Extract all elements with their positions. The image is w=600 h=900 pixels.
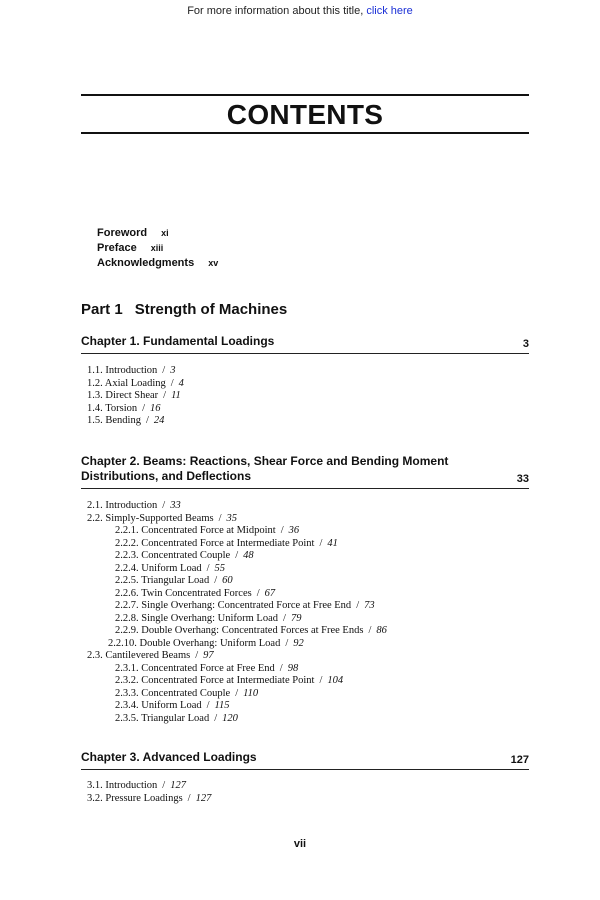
- toc-entry[interactable]: 2.2.4. Uniform Load / 55: [115, 562, 226, 574]
- toc-entry[interactable]: 2.3.4. Uniform Load / 115: [115, 700, 230, 711]
- section-page: 35: [226, 512, 238, 524]
- chapter-page: 33: [516, 473, 529, 485]
- section-page: 110: [243, 687, 259, 699]
- section-title: Concentrated Force at Midpoint: [141, 525, 276, 536]
- part-heading: [81, 301, 287, 318]
- section-title: Concentrated Force at Free End: [141, 662, 275, 674]
- section-page: 115: [214, 700, 230, 711]
- front-matter-label: Preface: [97, 242, 137, 254]
- section-page: 60: [222, 575, 233, 586]
- front-matter-page: xv: [208, 258, 219, 268]
- chapter-1-sections: [87, 365, 184, 428]
- section-page: 48: [243, 550, 254, 561]
- front-matter-page: xiii: [150, 243, 164, 253]
- section-title: Direct Shear: [105, 390, 159, 401]
- section-number: 1.1.: [87, 365, 103, 376]
- section-title: Concentrated Force at Intermediate Point: [141, 537, 315, 549]
- section-number: 2.2.3.: [115, 550, 139, 561]
- front-matter-label: Acknowledgments: [97, 257, 195, 269]
- section-title: Uniform Load: [141, 700, 202, 711]
- front-matter-item[interactable]: [97, 256, 218, 271]
- toc-entry[interactable]: 2.2.3. Concentrated Couple / 48: [115, 550, 254, 561]
- toc-entry[interactable]: 2.2. Simply-Supported Beams / 35: [87, 512, 238, 524]
- section-title: Axial Loading: [104, 377, 166, 389]
- section-number: 1.2.: [87, 377, 103, 389]
- toc-entry[interactable]: 2.2.9. Double Overhang: Concentrated Forces at Free Ends / 86: [115, 625, 387, 636]
- section-number: 2.3.: [87, 650, 103, 661]
- header-info: [0, 5, 600, 17]
- header-info-text: For more information about this title,: [187, 5, 364, 17]
- toc-entry[interactable]: 2.2.6. Twin Concentrated Forces / 67: [115, 587, 276, 599]
- section-title: Introduction: [105, 780, 158, 791]
- toc-entry[interactable]: 2.2.7. Single Overhang: Concentrated Force at Free End / 73: [115, 600, 375, 611]
- section-number: 1.3.: [87, 390, 103, 401]
- section-page: 86: [376, 625, 387, 636]
- toc-entry[interactable]: 2.2.8. Single Overhang: Uniform Load / 79: [115, 612, 302, 624]
- toc-entry[interactable]: 2.3.2. Concentrated Force at Intermediate Point / 104: [115, 675, 344, 686]
- toc-entry[interactable]: 2.3.3. Concentrated Couple / 110: [115, 687, 259, 699]
- chapter-title-line-2: Distributions, and Deflections: [81, 469, 252, 483]
- chapter-title-line-1: Chapter 2. Beams: Reactions, Shear Force and Bending Moment: [81, 454, 449, 468]
- section-page: 24: [153, 415, 165, 426]
- section-number: 2.2.5.: [115, 575, 139, 586]
- section-number: 2.2.10.: [108, 637, 137, 649]
- front-matter-item[interactable]: [97, 226, 218, 241]
- section-page: 41: [327, 537, 338, 549]
- section-page: 11: [171, 390, 181, 401]
- chapter-title: Chapter 1. Fundamental Loadings: [81, 334, 275, 348]
- section-number: 1.5.: [87, 415, 103, 426]
- chapter-heading[interactable]: [81, 334, 529, 354]
- section-number: 2.2.7.: [115, 600, 139, 611]
- section-page: 127: [170, 780, 186, 791]
- section-title: Triangular Load: [141, 575, 210, 586]
- section-page: 67: [264, 587, 276, 599]
- section-number: 2.2.8.: [115, 612, 139, 624]
- section-page: 4: [178, 377, 184, 389]
- toc-entry[interactable]: 1.4. Torsion / 16: [87, 402, 161, 414]
- section-title: Torsion: [105, 402, 138, 414]
- section-page: 97: [203, 650, 214, 661]
- part-number: Part 1: [81, 301, 123, 318]
- section-title: Pressure Loadings: [105, 792, 183, 804]
- section-title: Double Overhang: Uniform Load: [139, 637, 281, 649]
- toc-entry[interactable]: 2.3.5. Triangular Load / 120: [115, 712, 238, 724]
- section-title: Single Overhang: Concentrated Force at Free End: [141, 600, 352, 611]
- section-number: 2.2.9.: [115, 625, 139, 636]
- chapter-heading[interactable]: [81, 454, 529, 489]
- section-title: Single Overhang: Uniform Load: [141, 612, 279, 624]
- front-matter-label: Foreword: [97, 227, 148, 239]
- toc-entry[interactable]: 2.3. Cantilevered Beams / 97: [87, 650, 214, 661]
- page-number: vii: [293, 838, 307, 850]
- toc-entry[interactable]: 2.3.1. Concentrated Force at Free End / 98: [115, 662, 299, 674]
- section-title: Cantilevered Beams: [105, 650, 191, 661]
- chapter-2-sections: [87, 500, 387, 725]
- section-number: 3.2.: [87, 792, 103, 804]
- click-here-link[interactable]: click here: [366, 5, 413, 17]
- section-number: 2.3.2.: [115, 675, 139, 686]
- page-title: CONTENTS: [81, 94, 529, 134]
- section-number: 2.3.5.: [115, 712, 139, 724]
- toc-entry[interactable]: 2.2.5. Triangular Load / 60: [115, 575, 233, 586]
- section-page: 120: [222, 712, 238, 724]
- section-title: Uniform Load: [141, 562, 202, 574]
- section-page: 3: [170, 365, 176, 376]
- toc-entry[interactable]: 3.1. Introduction / 127: [87, 780, 186, 791]
- section-number: 2.2.2.: [115, 537, 139, 549]
- toc-entry[interactable]: 1.5. Bending / 24: [87, 415, 165, 426]
- section-page: 33: [170, 500, 181, 511]
- toc-entry[interactable]: 1.2. Axial Loading / 4: [87, 377, 184, 389]
- section-number: 2.1.: [87, 500, 103, 511]
- section-title: Concentrated Force at Intermediate Point: [141, 675, 315, 686]
- front-matter-item[interactable]: [97, 241, 218, 256]
- section-page: 127: [195, 792, 212, 804]
- section-number: 2.2.1.: [115, 525, 139, 536]
- toc-entry[interactable]: 3.2. Pressure Loadings / 127: [87, 792, 212, 804]
- chapter-3-sections: [87, 780, 211, 805]
- toc-entry[interactable]: 2.2.2. Concentrated Force at Intermediate Point / 41: [115, 537, 338, 549]
- section-title: Triangular Load: [141, 712, 210, 724]
- chapter-title: Chapter 3. Advanced Loadings: [81, 750, 257, 764]
- front-matter-list: [97, 226, 218, 271]
- toc-entry[interactable]: 2.2.10. Double Overhang: Uniform Load / 92: [108, 637, 304, 649]
- section-page: 55: [214, 562, 226, 574]
- section-page: 104: [327, 675, 344, 686]
- part-title: Strength of Machines: [134, 301, 288, 318]
- section-page: 36: [288, 525, 300, 536]
- section-number: 2.3.3.: [115, 687, 139, 699]
- toc-entry[interactable]: 1.3. Direct Shear / 11: [87, 390, 181, 401]
- section-title: Bending: [105, 415, 141, 426]
- section-page: 73: [364, 600, 375, 611]
- section-title: Simply-Supported Beams: [105, 512, 214, 524]
- section-title: Introduction: [105, 365, 158, 376]
- section-page: 92: [293, 637, 304, 649]
- chapter-heading[interactable]: [81, 750, 529, 770]
- chapter-page: 127: [510, 754, 529, 766]
- section-title: Concentrated Couple: [141, 687, 231, 699]
- section-title: Twin Concentrated Forces: [141, 587, 252, 599]
- section-title: Introduction: [105, 500, 158, 511]
- front-matter-page: xi: [161, 228, 169, 238]
- section-number: 2.2.4.: [115, 562, 139, 574]
- section-number: 3.1.: [87, 780, 103, 791]
- chapter-page: 3: [522, 338, 529, 350]
- section-title: Concentrated Couple: [141, 550, 231, 561]
- section-number: 2.2.: [87, 512, 103, 524]
- section-title: Double Overhang: Concentrated Forces at Free Ends: [141, 625, 364, 636]
- toc-entry[interactable]: 2.2.1. Concentrated Force at Midpoint / 36: [115, 525, 300, 536]
- toc-entry[interactable]: 2.1. Introduction / 33: [87, 500, 181, 511]
- section-number: 2.3.1.: [115, 662, 139, 674]
- section-number: 1.4.: [87, 402, 103, 414]
- section-number: 2.2.6.: [115, 587, 139, 599]
- section-page: 98: [287, 662, 299, 674]
- section-page: 16: [150, 402, 161, 414]
- toc-entry[interactable]: 1.1. Introduction / 3: [87, 365, 176, 376]
- section-page: 79: [290, 612, 302, 624]
- section-number: 2.3.4.: [115, 700, 139, 711]
